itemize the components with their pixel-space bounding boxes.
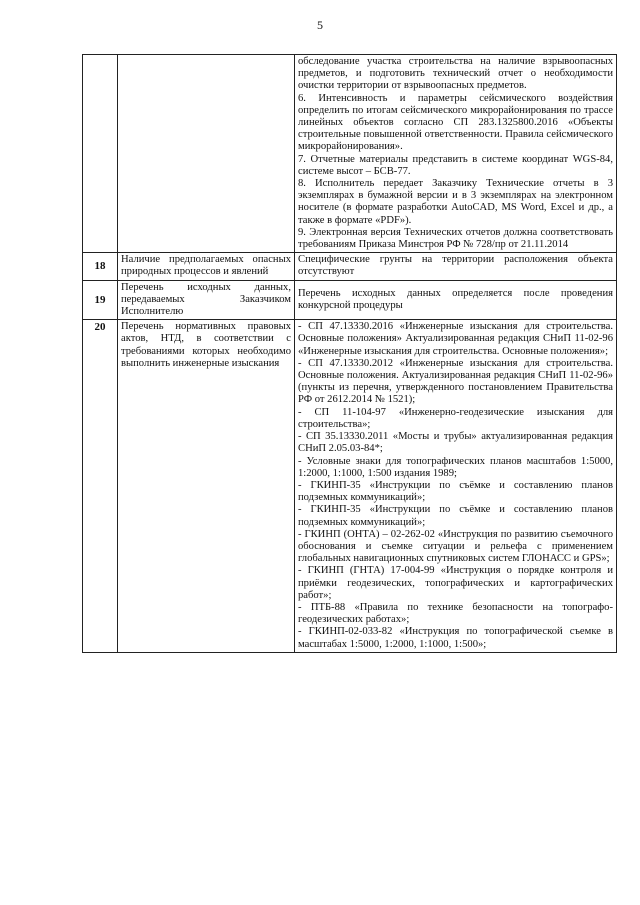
paragraph: - СП 35.13330.2011 «Мосты и трубы» актуализированная редакция СНиП 2.05.03-84*; [298,431,613,455]
paragraph: - Условные знаки для топографических планов масштабов 1:5000, 1:2000, 1:1000, 1:500 издания 1989; [298,455,613,479]
table-row [83,253,617,280]
row-name [118,55,295,253]
row-name: Перечень нормативных правовых актов, НТД, в соответствии с требованиями которых необходимо выполнить инженерные изыскания [118,320,295,652]
paragraph: Специфические грунты на территории расположения объекта отсутствуют [298,254,613,278]
paragraph: - ГКИНП-35 «Инструкции по съёмке и составлению планов подземных коммуникаций»; [298,479,613,504]
paragraph: обследование участка строительства на наличие взрывоопасных предметов, и подготовить технический отчет о необходимости очистки территории от взрывоопасных предметов. [298,56,613,92]
paragraph: 9. Электронная версия Технических отчетов должна соответствовать требованиям Приказа Минстроя РФ № 728/пр от 21.11.2014 [298,226,613,251]
paragraph: - ГКИНП (ОНТА) – 02-262-02 «Инструкция по развитию съемочного обоснования и съемке ситуации и рельефа с применением глобальных навигационных спутниковых систем ГЛОНАСС и GPS»; [298,528,613,565]
row-content [295,55,617,253]
row-name: Перечень исходных данных, передаваемых Заказчиком Исполнителю [118,280,295,320]
row-content [295,253,617,280]
page-number: 5 [317,18,323,32]
paragraph: 6. Интенсивность и параметры сейсмического воздействия определить по итогам сейсмического микрорайонирования по трассе линейных объектов согласно СП 283.1325800.2016 «Объекты строительные повышенной ответственности. Правила сейсмического микрорайонирования». [298,92,613,153]
paragraph: - СП 47.13330.2012 «Инженерные изыскания для строительства. Основные положения. Актуализированная редакция СНиП 11-02-96» (пункты из перечня, утвержденного постановлением Правительства РФ от 2612.2014 № 1521); [298,357,613,406]
paragraph: - СП 11-104-97 «Инженерно-геодезические изыскания для строительства»; [298,406,613,430]
row-name: Наличие предполагаемых опасных природных процессов и явлений [118,253,295,280]
row-number: 19 [83,280,118,320]
paragraph: - ГКИНП-35 «Инструкции по съёмке и составлению планов подземных коммуникаций»; [298,504,613,528]
row-number [83,55,118,253]
row-content [295,280,617,320]
table-row [83,320,617,652]
paragraph: Перечень исходных данных определяется после проведения конкурсной процедуры [298,287,613,311]
paragraph: - СП 47.13330.2016 «Инженерные изыскания для строительства. Основные положения» Актуализированная редакция СНиП 11-02-96 «Инженерные изыскания для строительства. Основные положения»; [298,321,613,357]
paragraph: 8. Исполнитель передает Заказчику Технические отчеты в 3 экземплярах в бумажной версии и в 3 экземплярах на электронном носителе (в формате разработки AutoCAD, MS Word, Excel и др., а также в формате «PDF»). [298,178,613,226]
table-row [83,55,617,253]
paragraph: - ГКИНП-02-033-82 «Инструкция по топографической съемке в масштабах 1:5000, 1:2000, 1:1000, 1:500»; [298,626,613,650]
paragraph: - ГКИНП (ГНТА) 17-004-99 «Инструкция о порядке контроля и приёмки геодезических, топографических и картографических работ»; [298,565,613,601]
paragraph: - ПТБ-88 «Правила по технике безопасности на топографо-геодезических работах»; [298,601,613,626]
row-number: 18 [83,253,118,280]
requirements-table [82,54,617,653]
row-number: 20 [83,320,118,652]
row-content [295,320,617,652]
paragraph: 7. Отчетные материалы представить в системе координат WGS-84, системе высот – БСВ-77. [298,153,613,177]
table-row [83,280,617,320]
